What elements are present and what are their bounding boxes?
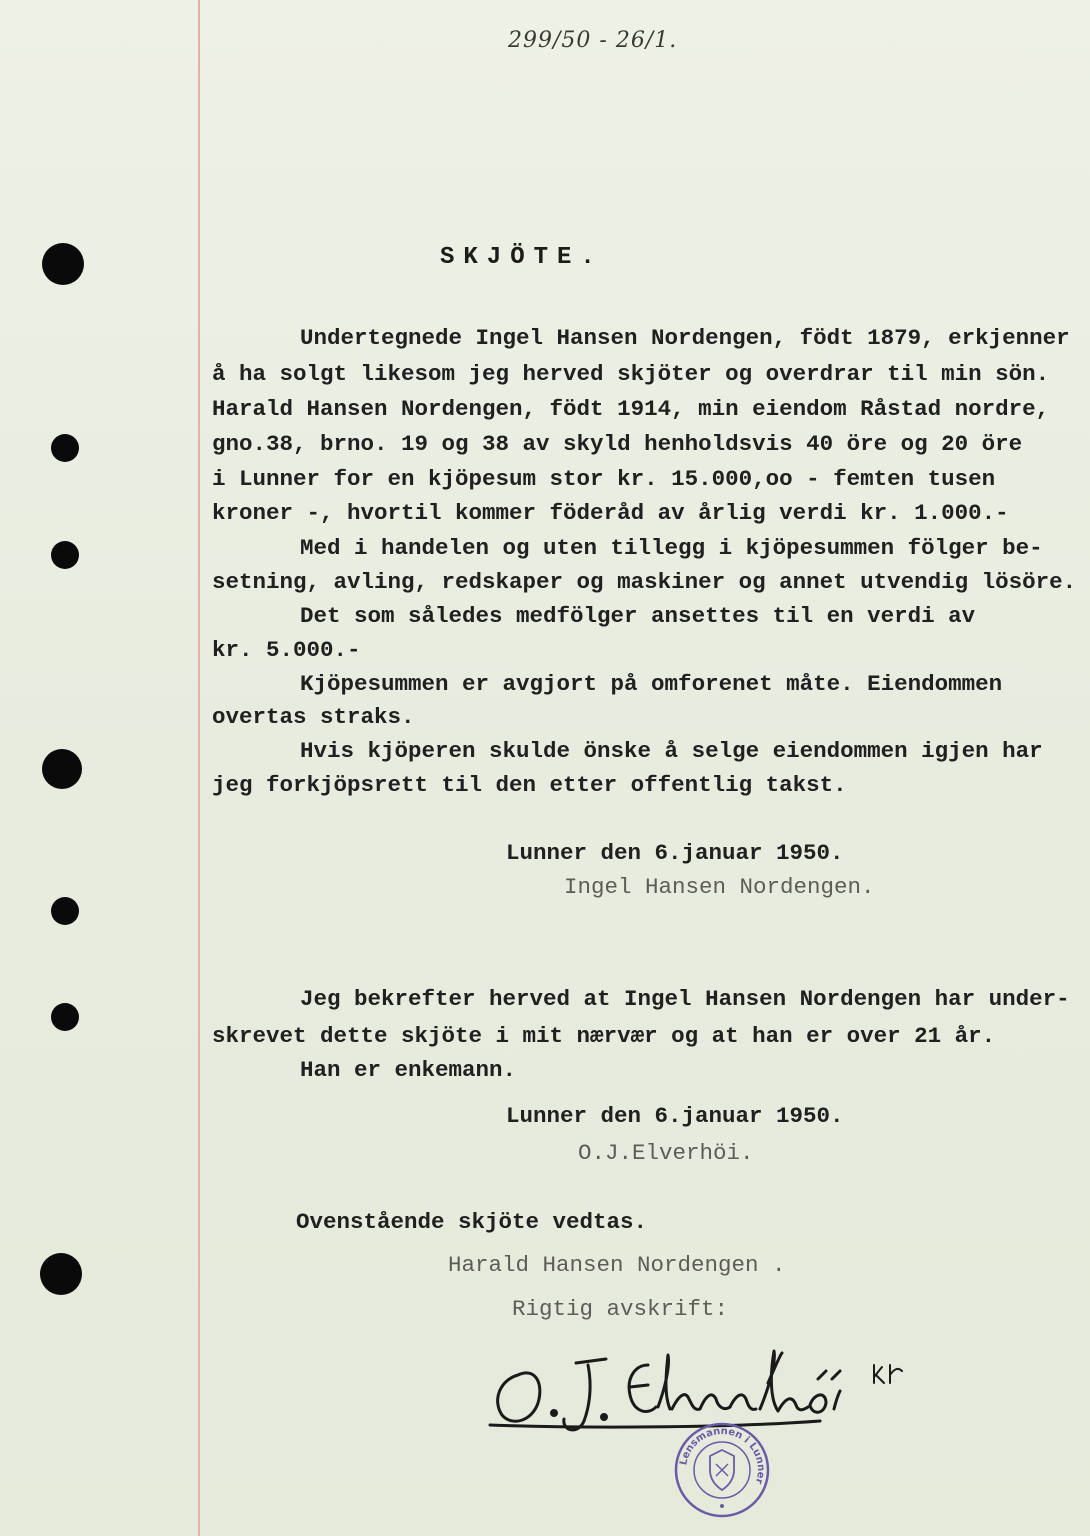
typed-signature: Ingel Hansen Nordengen. [564, 874, 875, 900]
punch-hole [42, 749, 82, 789]
punch-hole [51, 897, 79, 925]
handwritten-signature [480, 1325, 960, 1435]
punch-hole [51, 434, 79, 462]
typed-signature: O.J.Elverhöi. [578, 1140, 754, 1166]
punch-hole [40, 1253, 82, 1295]
body-line: Harald Hansen Nordengen, födt 1914, min eiendom Råstad nordre, [212, 396, 1050, 422]
body-line: kr. 5.000.- [212, 637, 361, 663]
body-line: gno.38, brno. 19 og 38 av skyld henholdsvis 40 öre og 20 öre [212, 431, 1023, 457]
date-line: Lunner den 6.januar 1950. [506, 840, 844, 866]
official-stamp [672, 1420, 772, 1520]
date-line: Lunner den 6.januar 1950. [506, 1103, 844, 1129]
punch-hole [51, 541, 79, 569]
witness-line: Han er enkemann. [300, 1057, 517, 1083]
punch-hole [42, 243, 84, 285]
margin-line [198, 0, 200, 1536]
body-line: Undertegnede Ingel Hansen Nordengen, födt 1879, erkjenner [300, 325, 1070, 351]
acceptance-line: Ovenstående skjöte vedtas. [296, 1209, 648, 1235]
body-line: Det som således medfölger ansettes til en verdi av [300, 603, 976, 629]
punch-hole [51, 1003, 79, 1031]
body-line: Kjöpesummen er avgjort på omforenet måte. Eiendommen [300, 671, 1003, 697]
body-line: å ha solgt likesom jeg herved skjöter og overdrar til min sön. [212, 361, 1050, 387]
handwritten-reference: 299/50 - 26/1. [508, 28, 678, 53]
body-line: overtas straks. [212, 704, 415, 730]
certification-line: Rigtig avskrift: [512, 1296, 729, 1322]
body-line: Hvis kjöperen skulde önske å selge eiendommen igjen har [300, 738, 1043, 764]
body-line: i Lunner for en kjöpesum stor kr. 15.000,oo - femten tusen [212, 466, 996, 492]
witness-line: Jeg bekrefter herved at Ingel Hansen Nordengen har under- [300, 986, 1070, 1012]
body-line: jeg forkjöpsrett til den etter offentlig takst. [212, 772, 847, 798]
witness-line: skrevet dette skjöte i mit nærvær og at han er over 21 år. [212, 1023, 996, 1049]
svg-text:Lensmannen i Lunner: Lensmannen i Lunner [678, 1425, 767, 1486]
body-line: setning, avling, redskaper og maskiner og annet utvendig lösöre. [212, 569, 1077, 595]
body-line: kroner -, hvortil kommer föderåd av årlig verdi kr. 1.000.- [212, 500, 1009, 526]
body-line: Med i handelen og uten tillegg i kjöpesummen fölger be- [300, 535, 1043, 561]
document-title: SKJÖTE. [440, 244, 604, 271]
typed-signature: Harald Hansen Nordengen . [448, 1252, 786, 1278]
